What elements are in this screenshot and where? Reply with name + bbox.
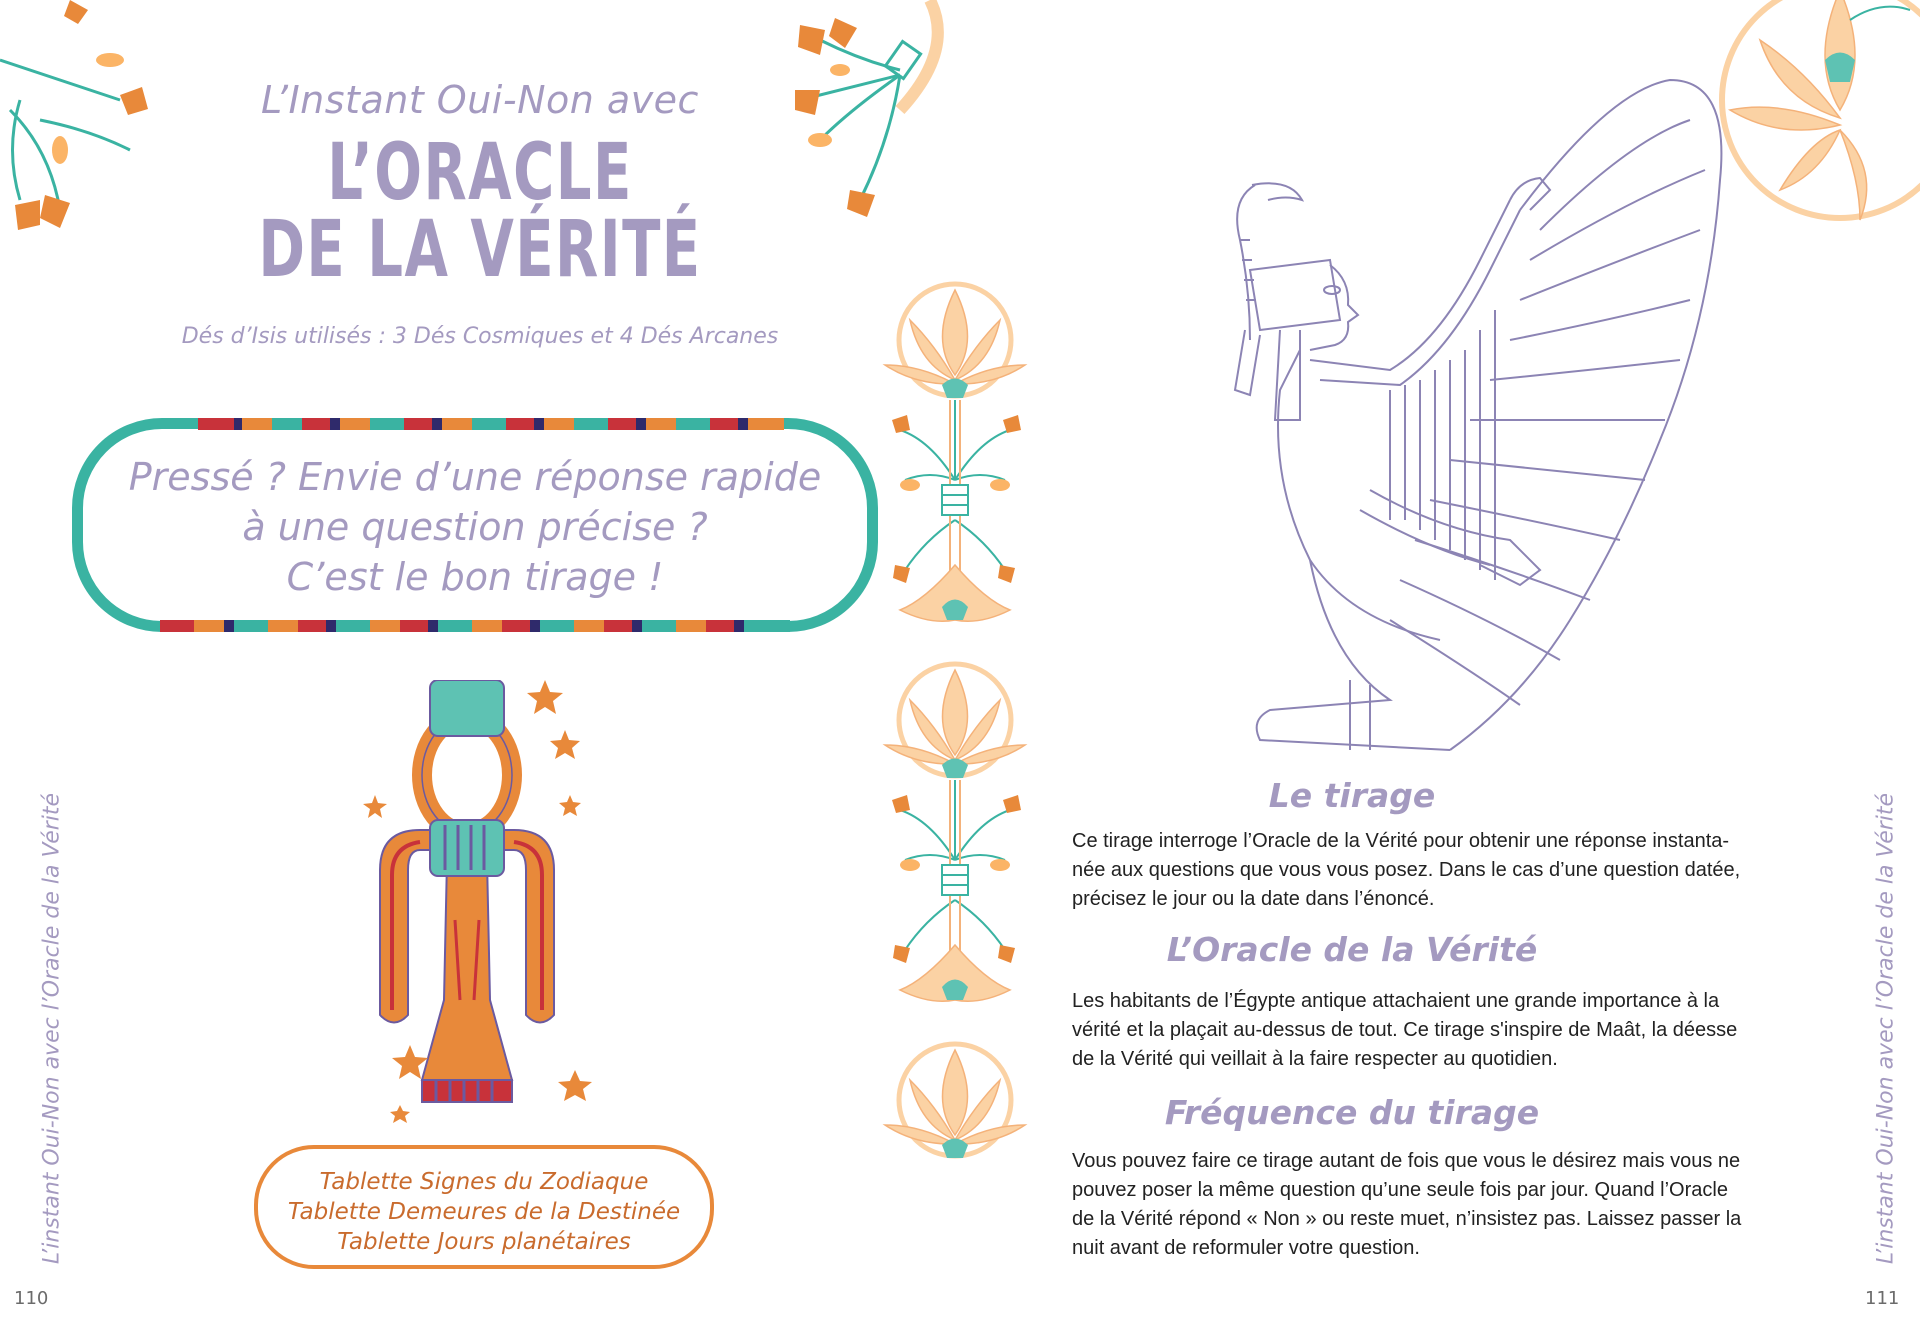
body-line: Vous pouvez faire ce tirage autant de fois que vous le désirez mais vous ne (1072, 1150, 1741, 1172)
body-line: vérité et la plaçait au-dessus de tout. Ce tirage s'inspire de Maât, la déesse (1072, 1019, 1738, 1041)
body-line: de la Vérité qui veillait à la faire respecter au quotidien. (1072, 1048, 1558, 1070)
body-line: Ce tirage interroge l’Oracle de la Vérité pour obtenir une réponse instanta- (1072, 830, 1730, 852)
body-line: nuit avant de reformuler votre question. (1072, 1237, 1420, 1259)
stripe-band-top (198, 418, 784, 430)
pre-title: L’Instant Oui-Non avec (261, 78, 699, 122)
right-page (960, 0, 1920, 1344)
section-title: Le tirage (1268, 776, 1436, 815)
section-title: Fréquence du tirage (1164, 1093, 1540, 1132)
section-title: L’Oracle de la Vérité (1166, 930, 1538, 969)
page-number-right: 111 (1865, 1288, 1900, 1309)
section-body (1072, 987, 1812, 1074)
callout-text (72, 452, 878, 602)
page-title-line-1: L’ORACLE (327, 128, 633, 218)
section-body (1072, 1147, 1812, 1263)
star-icons (350, 670, 600, 1130)
tablet-item: Tablette Signes du Zodiaque (319, 1169, 649, 1195)
page-number-left: 110 (14, 1288, 49, 1309)
body-line: précisez le jour ou la date dans l’énoncé. (1072, 888, 1435, 910)
body-line: Les habitants de l’Égypte antique attachaient une grande importance à la (1072, 990, 1720, 1012)
section-body (1072, 827, 1812, 914)
callout-line: Pressé ? Envie d’une réponse rapide (128, 455, 822, 499)
dice-subtitle: Dés d’Isis utilisés : 3 Dés Cosmiques et 4 Dés Arcanes (181, 324, 779, 349)
running-head-right: L’instant Oui-Non avec l’Oracle de la Vérité (1873, 792, 1899, 1265)
stripe-band-bottom (160, 620, 790, 632)
page-title-line-2: DE LA VÉRITÉ (258, 205, 702, 295)
callout-line: à une question précise ? (242, 505, 708, 549)
tablet-item: Tablette Jours planétaires (337, 1229, 631, 1255)
body-line: pouvez poser la même question qu’une seule fois par jour. Quand l’Oracle (1072, 1179, 1728, 1201)
winged-goddess-icon (1190, 60, 1750, 760)
tablets-list (254, 1167, 714, 1257)
tablet-item: Tablette Demeures de la Destinée (287, 1199, 681, 1225)
body-line: de la Vérité répond « Non » ou reste muet, n’insistez pas. Laissez passer la (1072, 1208, 1742, 1230)
body-line: née aux questions que vous vous posez. Dans le cas d’une question datée, (1072, 859, 1741, 881)
callout-line: C’est le bon tirage ! (286, 555, 664, 599)
running-head-left: L’instant Oui-Non avec l’Oracle de la Vérité (39, 792, 65, 1265)
